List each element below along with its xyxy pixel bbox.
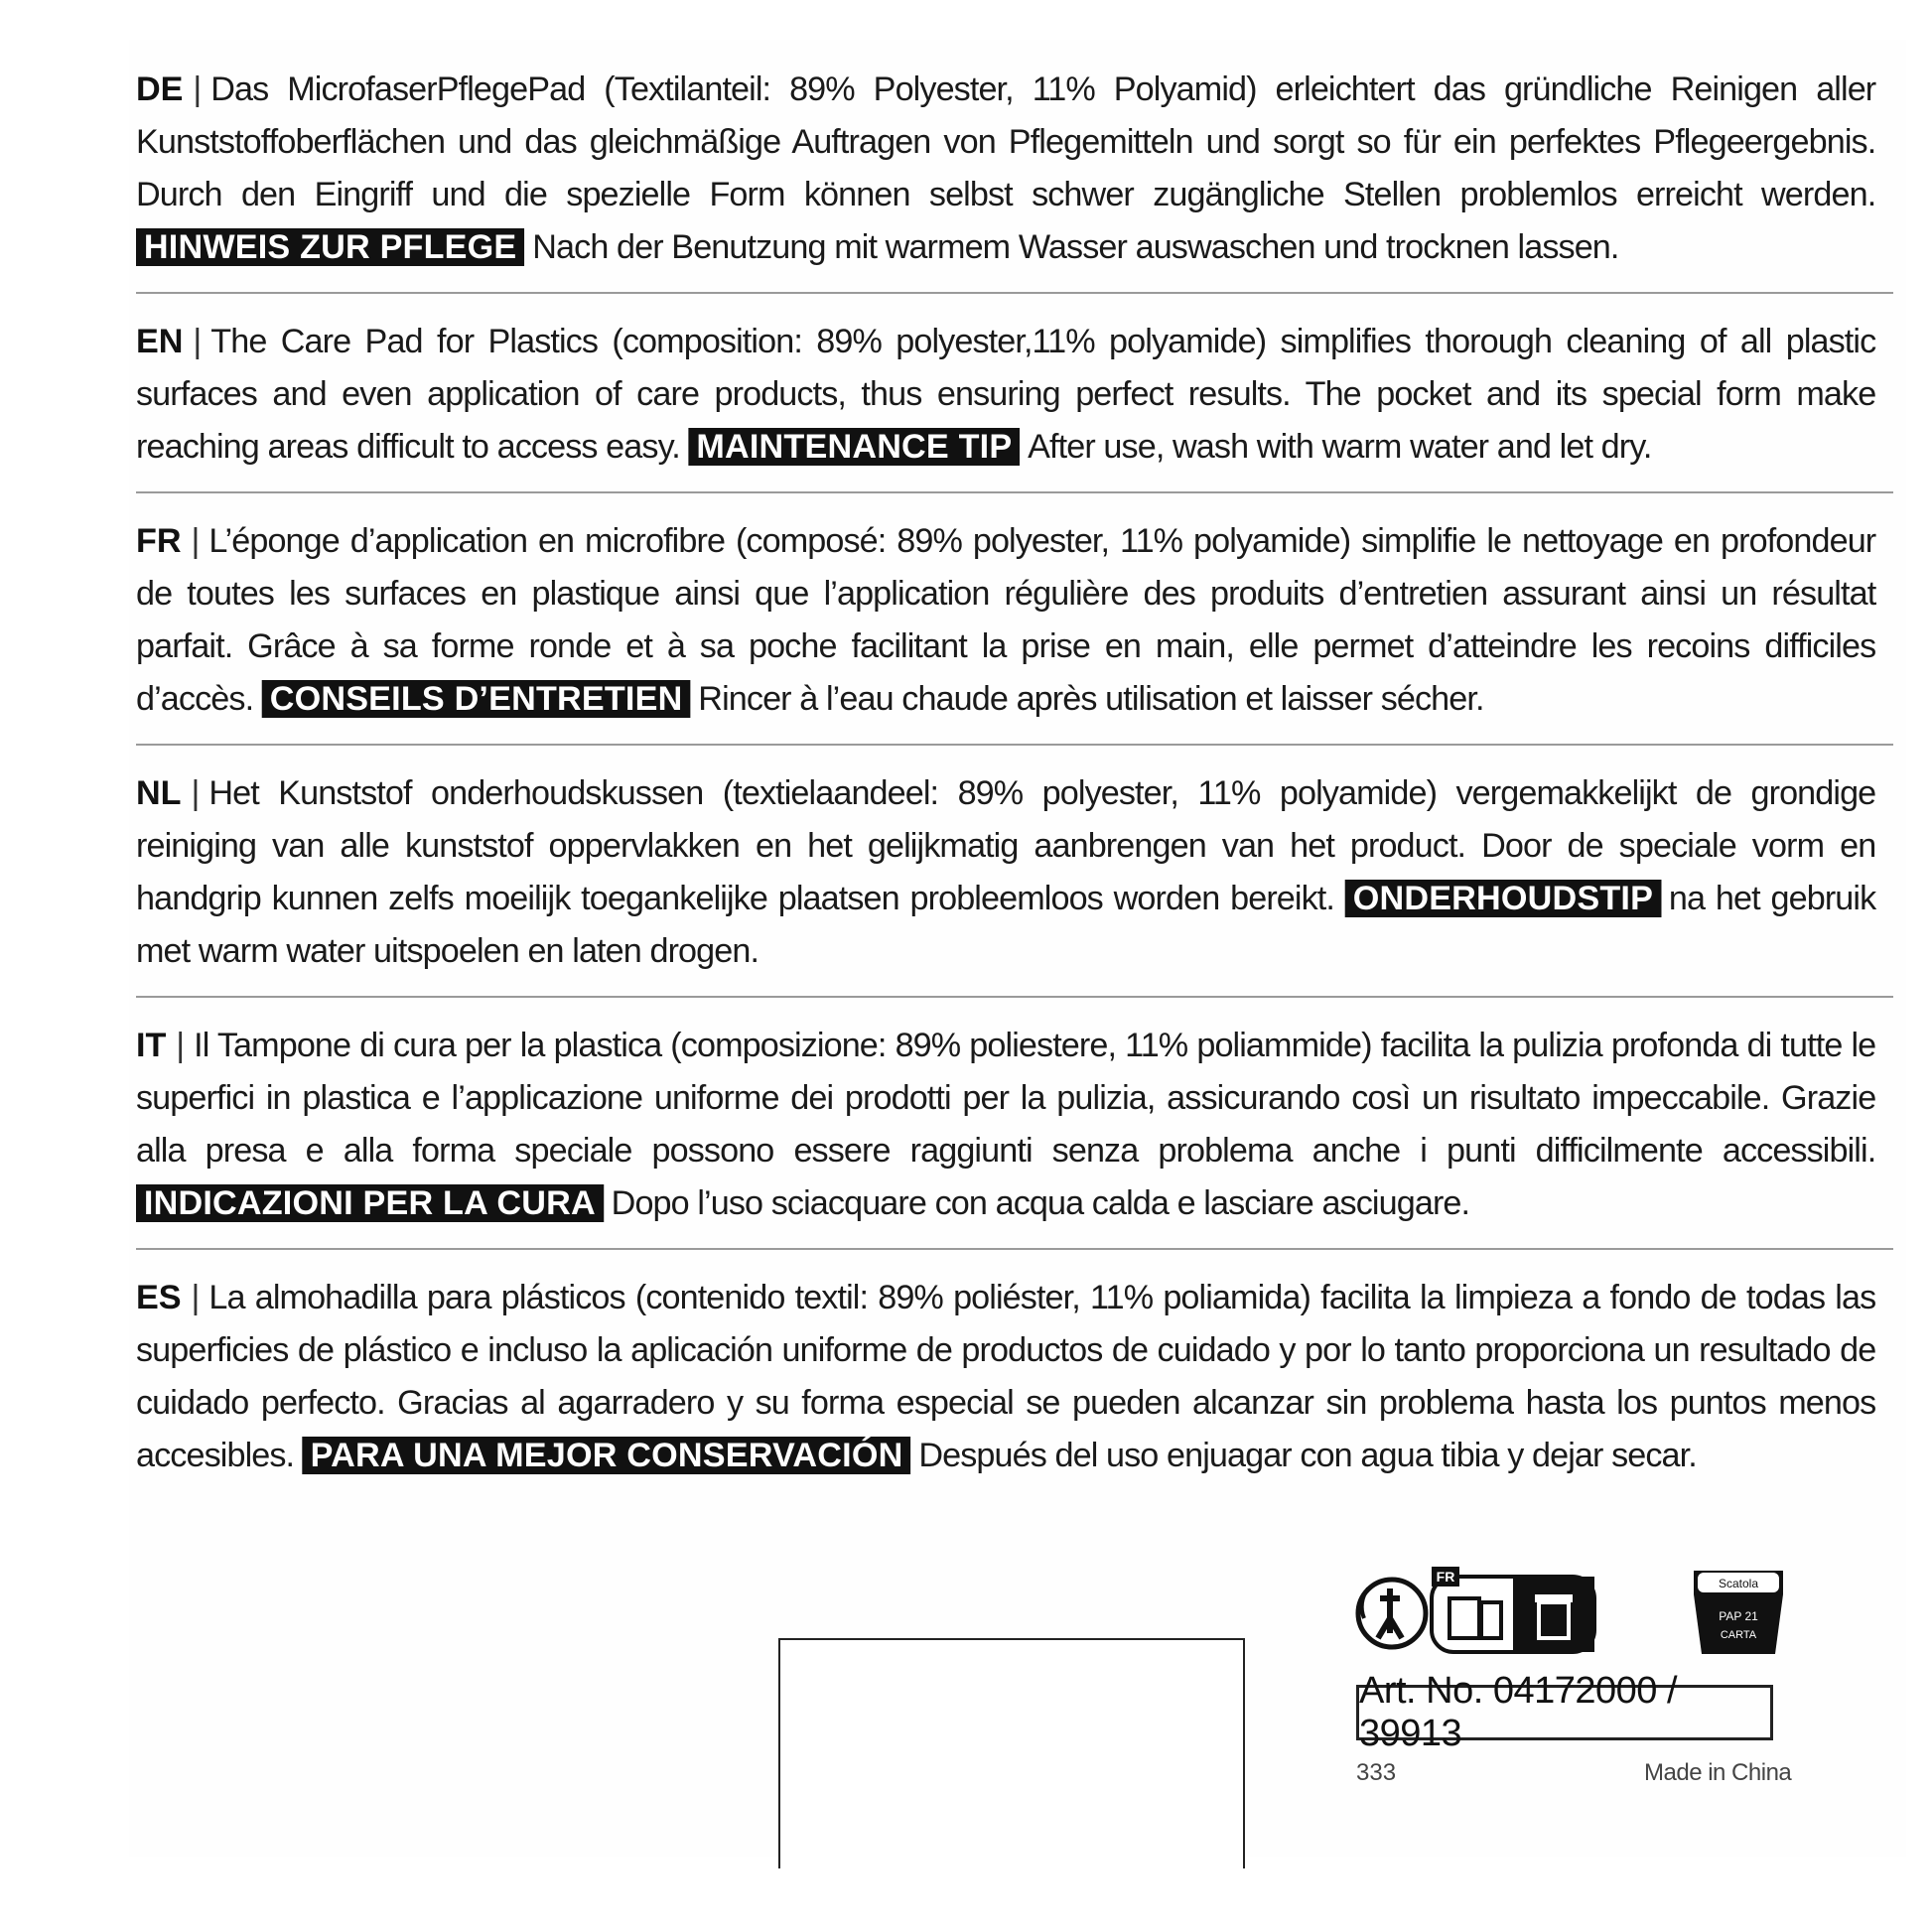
care-tip-text: Rincer à l’eau chaude après utilisation et laisser sécher. xyxy=(698,680,1484,718)
care-tip-label: ONDERHOUDSTIP xyxy=(1345,880,1661,917)
paragraph-en xyxy=(136,316,1875,474)
separator: | xyxy=(191,774,200,812)
care-tip-label: HINWEIS ZUR PFLEGE xyxy=(136,228,524,266)
description-text: Het Kunststof onderhoudskussen (textielaandeel: 89% polyester, 11% polyamide) vergemakkelijkt de grondige reiniging van alle kunststof oppervlakken en het gelijkmatig aanbrengen van het product. Door de speciale vorm en handgrip kunnen zelfs moeilijk toegankelijke plaatsen probleemloos worden bereikt. xyxy=(136,774,1876,917)
paragraph-fr xyxy=(136,515,1875,726)
care-tip-text: Después del uso enjuagar con agua tibia y dejar secar. xyxy=(918,1437,1697,1474)
care-tip-label: CONSEILS D’ENTRETIEN xyxy=(262,680,691,718)
section-it xyxy=(136,1014,1893,1250)
country-of-origin: Made in China xyxy=(1644,1759,1792,1786)
care-tip-label: MAINTENANCE TIP xyxy=(688,428,1020,466)
section-nl xyxy=(136,761,1893,998)
triman-recycling-icon xyxy=(1358,1580,1426,1647)
product-code: 333 xyxy=(1356,1759,1397,1786)
language-code: FR xyxy=(136,522,182,560)
section-de xyxy=(136,58,1893,294)
description-text: La almohadilla para plásticos (contenido textil: 89% poliéster, 11% poliamida) facilita la limpieza a fondo de todas las superficies de plástico e incluso la aplicación uniforme de productos de cuidado y por lo tanto proporciona un resultado de cuidado perfecto. Gracias al agarradero y su forma especial se pueden alcanzar sin problema hasta los puntos menos accesibles. xyxy=(136,1279,1876,1474)
language-code: ES xyxy=(136,1279,182,1316)
paragraph-de xyxy=(136,64,1875,274)
description-text: Das MicrofaserPflegePad (Textilanteil: 89% Polyester, 11% Polyamid) erleichtert das gründliche Reinigen aller Kunststoffoberflächen und das gleichmäßige Auftragen von Pflegemitteln und sorgt so für ein perfektes Pflegeergebnis. Durch den Eingriff und die spezielle Form können selbst schwer zugängliche Stellen problemlos erreicht werden. xyxy=(136,70,1876,213)
section-fr xyxy=(136,509,1893,746)
care-tip-text: After use, wash with warm water and let dry. xyxy=(1028,428,1652,466)
section-en xyxy=(136,310,1893,493)
separator: | xyxy=(191,522,200,560)
separator: | xyxy=(176,1027,185,1064)
separator: | xyxy=(193,323,202,360)
paragraph-nl xyxy=(136,767,1875,978)
section-es xyxy=(136,1266,1893,1500)
paper-bin-icon xyxy=(1694,1571,1783,1654)
care-tip-text: Dopo l’uso sciacquare con acqua calda e lasciare asciugare. xyxy=(611,1184,1470,1222)
care-tip-label: INDICAZIONI PER LA CURA xyxy=(136,1184,604,1222)
care-tip-label: PARA UNA MEJOR CONSERVACIÓN xyxy=(303,1437,911,1474)
description-text: The Care Pad for Plastics (composition: 89% polyester,11% polyamide) simplifies thorough cleaning of all plastic surfaces and even application of care products, thus ensuring perfect results. The pocket and its special form make reaching areas difficult to access easy. xyxy=(136,323,1876,466)
svg-text:Scatola: Scatola xyxy=(1718,1577,1759,1590)
blank-label-box xyxy=(778,1638,1245,1868)
language-code: EN xyxy=(136,323,184,360)
packaging-sorting-icon xyxy=(1432,1567,1594,1652)
language-code: NL xyxy=(136,774,182,812)
care-tip-text: na het gebruik met warm water uitspoelen en laten drogen. xyxy=(136,880,1876,970)
separator: | xyxy=(193,70,202,108)
svg-text:FR: FR xyxy=(1436,1569,1455,1585)
separator: | xyxy=(191,1279,200,1316)
instruction-sections xyxy=(136,58,1893,1516)
svg-text:PAP 21: PAP 21 xyxy=(1719,1609,1758,1623)
language-code: DE xyxy=(136,70,184,108)
article-number: Art. No. 04172000 / 39913 xyxy=(1356,1685,1773,1740)
svg-text:CARTA: CARTA xyxy=(1720,1629,1757,1641)
description-text: L’éponge d’application en microfibre (composé: 89% polyester, 11% polyamide) simplifie le nettoyage en profondeur de toutes les surfaces en plastique ainsi que l’application régulière des produits d’entretien assurant ainsi un résultat parfait. Grâce à sa forme ronde et à sa poche facilitant la prise en main, elle permet d’atteindre les recoins difficiles d’accès. xyxy=(136,522,1876,718)
recycling-icons xyxy=(1350,1559,1787,1658)
paragraph-es xyxy=(136,1272,1875,1482)
language-code: IT xyxy=(136,1027,167,1064)
description-text: Il Tampone di cura per la plastica (composizione: 89% poliestere, 11% poliammide) facilita la pulizia profonda di tutte le superfici in plastica e l’applicazione uniforme dei prodotti per la pulizia, assicurando così un risultato impeccabile. Grazie alla presa e alla forma speciale possono essere raggiunti senza problema anche i punti difficilmente accessibili. xyxy=(136,1027,1876,1170)
care-tip-text: Nach der Benutzung mit warmem Wasser auswaschen und trocknen lassen. xyxy=(532,228,1619,266)
paragraph-it xyxy=(136,1020,1875,1230)
